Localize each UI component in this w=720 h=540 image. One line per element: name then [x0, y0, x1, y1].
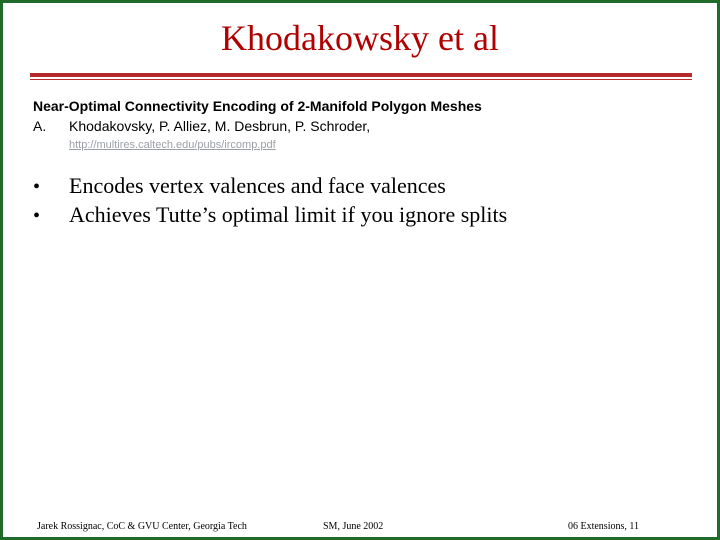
bullet-icon: •: [33, 176, 41, 198]
reference-authors: Khodakovsky, P. Alliez, M. Desbrun, P. Schroder,: [69, 118, 371, 134]
bullet-item: [33, 202, 507, 231]
reference-url-link[interactable]: http://multires.caltech.edu/pubs/ircomp.pdf: [69, 139, 276, 151]
bullet-item: [33, 173, 507, 202]
title-divider-thin: [30, 79, 692, 80]
bullet-list: [33, 173, 507, 231]
reference-author-initial: A.: [33, 118, 47, 134]
slide-title: Khodakowsky et al: [221, 18, 499, 58]
bullet-text: Achieves Tutte’s optimal limit if you ignore splits: [69, 202, 508, 227]
bullet-text: Encodes vertex valences and face valences: [69, 173, 446, 198]
reference-authors-line: [33, 118, 370, 134]
footer-date: SM, June 2002: [323, 521, 384, 532]
reference-title: Near-Optimal Connectivity Encoding of 2-Manifold Polygon Meshes: [33, 98, 482, 114]
footer-author: Jarek Rossignac, CoC & GVU Center, Georgia Tech: [37, 521, 247, 532]
title-divider-thick: [30, 73, 692, 77]
footer-page-number: 06 Extensions, 11: [567, 521, 639, 532]
bullet-icon: •: [33, 205, 41, 227]
